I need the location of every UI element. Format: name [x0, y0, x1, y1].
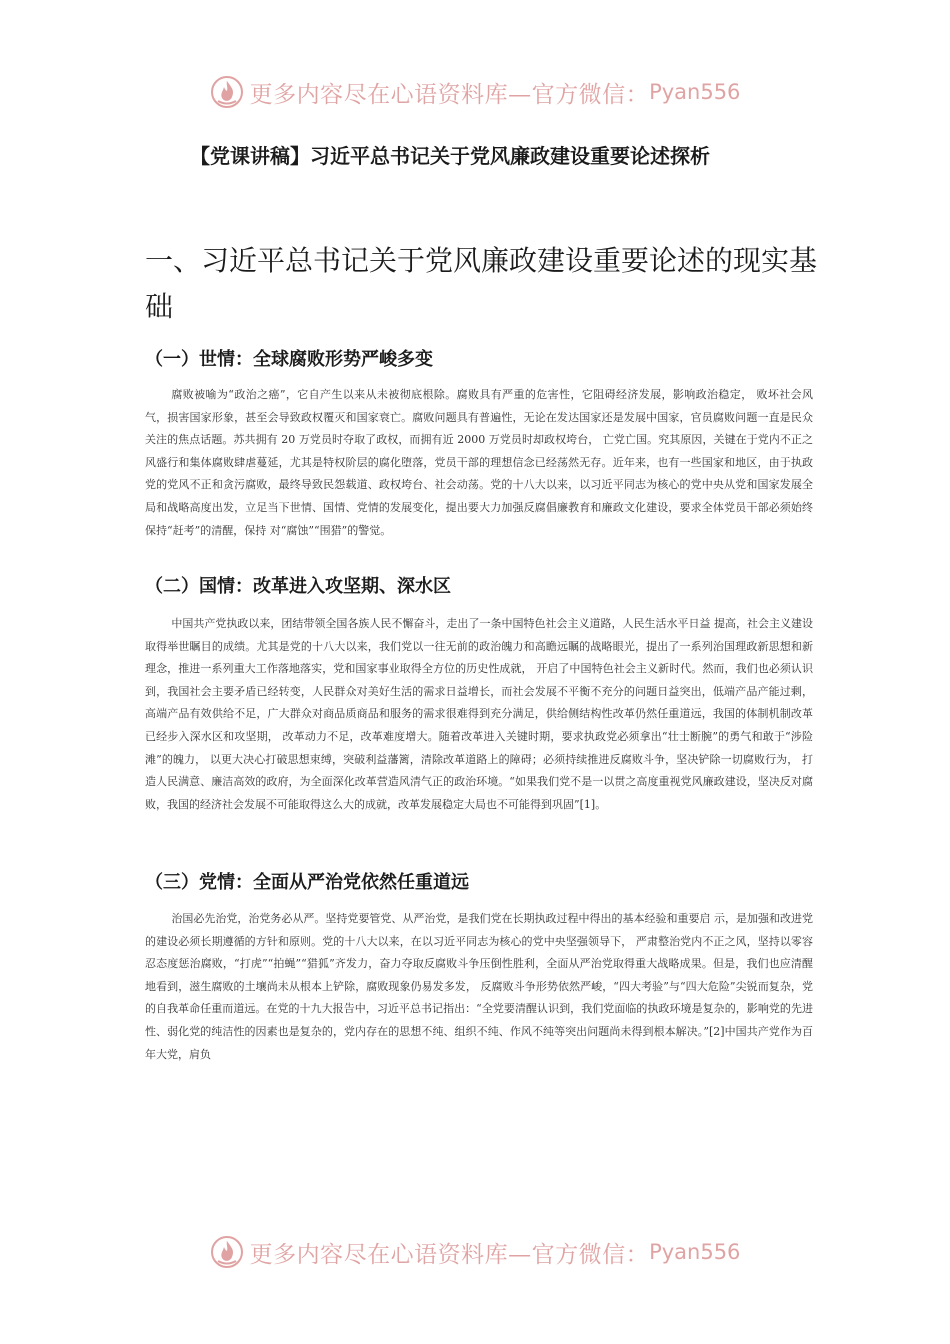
- watermark-slogan: 更多内容尽在心语资料库—官方微信：: [249, 81, 650, 108]
- watermark-handle: Pyan556: [649, 1240, 741, 1264]
- subsection-heading-world: （一）世情：全球腐败形势严峻多变: [145, 349, 433, 370]
- section-title: 一、习近平总书记关于党风廉政建设重要论述的现实基础: [145, 244, 818, 323]
- paragraph-world: 腐败被喻为“政治之癌”，它自产生以来从未被彻底根除。腐败具有严重的危害性，它阻碍经济发展，影响政治稳定， 败坏社会风气，损害国家形象，甚至会导致政权覆灭和国家衰亡。腐败问题具有普遍性，无论在发达国家还是发展中国家，官员腐败问题一直是民众关注的焦点话题。苏共拥有 20 万党员时夺取了政权，而拥有近 2000 万党员时却政权垮台， 亡党亡国。究其原因，关键在于党内不正之风盛行和集体腐败肆虐蔓延，尤其是特权阶层的腐化堕落，党员干部的理想信念已经荡然无存。近年来，也有一些国家和地区，由于执政党的党风不正和贪污腐败，最终导致民怨载道、政权垮台、社会动荡。党的十八大以来，以习近平同志为核心的党中央从党和国家发展全局和战略高度出发，立足当下世情、国情、党情的发展变化，提出要大力加强反腐倡廉教育和廉政文化建设，要求全体党员干部必须始终保持“赶考”的清醒，保持 对“腐蚀”“围猎”的警觉。: [145, 388, 813, 537]
- watermark-banner-bottom: [0, 1232, 950, 1272]
- flame-badge-icon: [210, 1235, 244, 1269]
- watermark-banner-top: [0, 72, 950, 112]
- paragraph-country: 中国共产党执政以来，团结带领全国各族人民不懈奋斗，走出了一条中国特色社会主义道路，人民生活水平日益 提高，社会主义建设取得举世瞩目的成绩。尤其是党的十八大以来，我们党以一往无前的政治魄力和高瞻远瞩的战略眼光，提出了一系列治国理政新思想和新理念，推进一系列重大工作落地落实，党和国家事业取得全方位的历史性成就， 开启了中国特色社会主义新时代。然而，我们也必须认识到，我国社会主要矛盾已经转变，人民群众对美好生活的需求日益增长，而社会发展不平衡不充分的问题日益突出，低端产品产能过剩，高端产品有效供给不足，广大群众对商品质商品和服务的需求很难得到充分满足，供给侧结构性改革仍然任重道远，我国的体制机制改革已经步入深水区和攻坚期， 改革动力不足，改革难度增大。随着改革进入关键时期，要求执政党必须拿出“壮士断腕”的勇气和敢于“涉险滩”的魄力， 以更大决心打破思想束缚，突破利益藩篱，清除改革道路上的障碍；必须持续推进反腐败斗争，坚决铲除一切腐败行为， 打造人民满意、廉洁高效的政府，为全面深化改革营造风清气正的政治环境。“如果我们党不是一以贯之高度重视党风廉政建设，坚决反对腐败，我国的经济社会发展不可能取得这么大的成就，改革发展稳定大局也不可能得到巩固”[1]。: [145, 617, 813, 811]
- watermark-slogan: 更多内容尽在心语资料库—官方微信：: [249, 1241, 650, 1268]
- paragraph-party: 治国必先治党，治党务必从严。坚持党要管党、从严治党，是我们党在长期执政过程中得出的基本经验和重要启 示，是加强和改进党的建设必须长期遵循的方针和原则。党的十八大以来，在以习近平同志为核心的党中央坚强领导下， 严肃整治党内不正之风，坚持以零容忍态度惩治腐败，“打虎”“拍蝇”“猎狐”齐发力，奋力夺取反腐败斗争压倒性胜利，全面从严治党取得重大战略成果。但是，我们也应清醒地看到，滋生腐败的土壤尚未从根本上铲除，腐败现象仍易发多发， 反腐败斗争形势依然严峻，“四大考验”与“四大危险”尖锐而复杂，党的自我革命任重而道远。在党的十九大报告中，习近平总书记指出：“全党要清醒认识到，我们党面临的执政环境是复杂的，影响党的先进性、弱化党的纯洁性的因素也是复杂的，党内存在的思想不纯、组织不纯、作风不纯等突出问题尚未得到根本解决。”[2]中国共产党作为百年大党，肩负: [145, 912, 813, 1061]
- watermark-handle: Pyan556: [649, 80, 741, 104]
- subsection-heading-country: （二）国情：改革进入攻坚期、深水区: [145, 576, 451, 597]
- flame-badge-icon: [210, 75, 244, 109]
- document-title: 【党课讲稿】习近平总书记关于党风廉政建设重要论述探析: [190, 144, 710, 168]
- subsection-heading-party: （三）党情：全面从严治党依然任重道远: [145, 872, 469, 893]
